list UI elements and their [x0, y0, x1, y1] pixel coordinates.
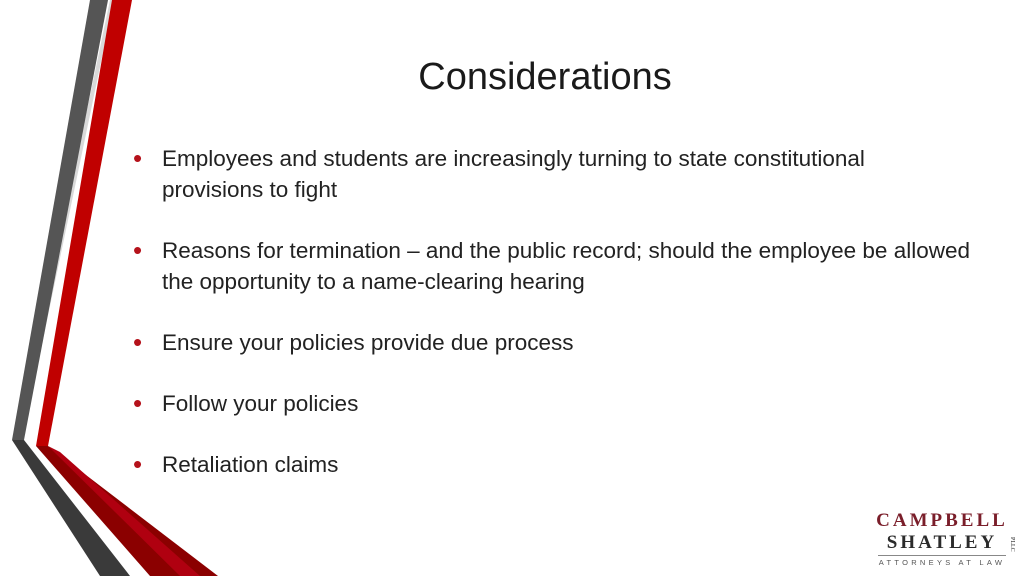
slide-title: Considerations	[418, 56, 672, 98]
bullet-text: Follow your policies	[162, 391, 359, 416]
bullet-dot: •	[133, 143, 143, 173]
logo-divider	[878, 555, 1006, 556]
logo-pllc: PLLC	[1009, 537, 1015, 552]
bullet-dot: •	[133, 235, 143, 265]
bullet-text: Ensure your policies provide due process	[162, 330, 574, 355]
bullet-list	[130, 143, 970, 510]
bullet-dot: •	[133, 449, 143, 479]
bullet-dot: •	[133, 327, 143, 357]
bullet-dot: •	[133, 388, 143, 418]
bullet-item	[130, 388, 970, 419]
logo-tagline: ATTORNEYS AT LAW	[878, 558, 1006, 567]
bullet-item	[130, 449, 970, 480]
logo-name-line2: SHATLEY	[886, 532, 998, 553]
bullet-text: Reasons for termination – and the public record; should the employee be allowed the opportunity to a name-clearing hearing	[162, 238, 970, 294]
bullet-item	[130, 327, 970, 358]
bullet-text: Retaliation claims	[162, 452, 339, 477]
logo-name-line1: CAMPBELL	[876, 510, 1008, 531]
bullet-text: Employees and students are increasingly turning to state constitutional provisions to fight	[162, 146, 865, 202]
bullet-item	[130, 235, 970, 297]
bullet-item	[130, 143, 970, 205]
firm-logo	[872, 508, 1020, 572]
